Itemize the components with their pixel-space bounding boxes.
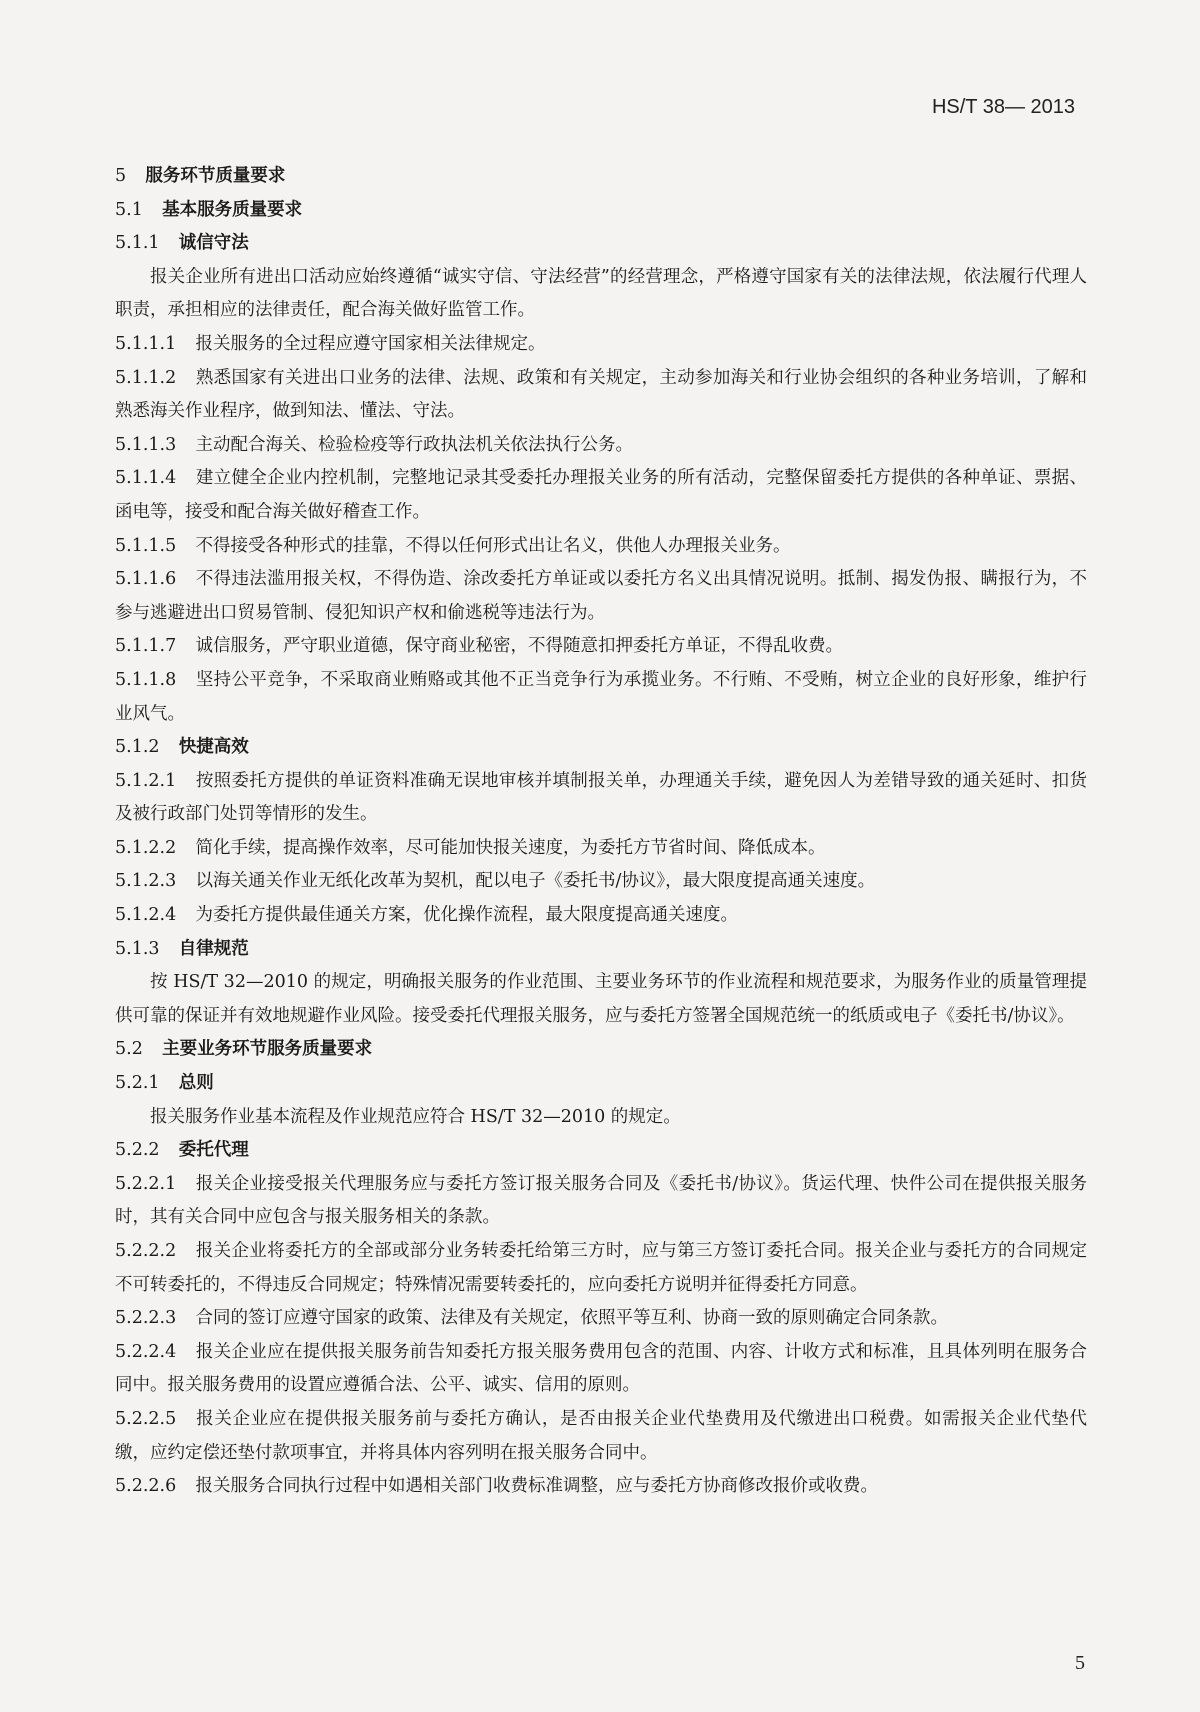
paragraph-5-1-3-intro: 按 HS/T 32—2010 的规定，明确报关服务的作业范围、主要业务环节的作业流程和规范要求，为服务作业的质量管理提供可靠的保证并有效地规避作业风险。接受委托代理报关服务，应与委托方签署全国规范统一的纸质或电子《委托书/协议》。 xyxy=(115,972,1087,1026)
standard-code: HS/T 38— 2013 xyxy=(931,96,1075,118)
heading-section-5-1-1: 5.1.1 诚信守法 xyxy=(115,233,249,254)
heading-section-5-2-1: 5.2.1 总则 xyxy=(115,1073,214,1094)
clause-5-2-2-2: 5.2.2.2 报关企业将委托方的全部或部分业务转委托给第三方时，应与第三方签订委托合同。报关企业与委托方的合同规定不可转委托的，不得违反合同规定；特殊情况需要转委托的，应向委托方说明并征得委托方同意。 xyxy=(115,1241,1087,1295)
clause-5-2-2-4: 5.2.2.4 报关企业应在提供报关服务前告知委托方报关服务费用包含的范围、内容、计收方式和标准，且具体列明在服务合同中。报关服务费用的设置应遵循合法、公平、诚实、信用的原则。 xyxy=(115,1341,1087,1396)
heading-section-5: 5 服务环节质量要求 xyxy=(115,166,286,186)
clause-5-1-1-1: 5.1.1.1 报关服务的全过程应遵守国家相关法律规定。 xyxy=(115,333,546,354)
heading-section-5-1-2: 5.1.2 快捷高效 xyxy=(115,737,249,758)
clause-5-1-1-6: 5.1.1.6 不得违法滥用报关权，不得伪造、涂改委托方单证或以委托方名义出具情况说明。抵制、揭发伪报、瞒报行为，不参与逃避进出口贸易管制、侵犯知识产权和偷逃税等违法行为。 xyxy=(115,569,1087,623)
clause-5-2-2-5: 5.2.2.5 报关企业应在提供报关服务前与委托方确认，是否由报关企业代垫费用及代缴进出口税费。如需报关企业代垫代缴，应约定偿还垫付款项事宜，并将具体内容列明在报关服务合同中。 xyxy=(115,1408,1087,1463)
clause-5-1-1-7: 5.1.1.7 诚信服务，严守职业道德，保守商业秘密，不得随意扣押委托方单证，不得乱收费。 xyxy=(115,636,843,657)
heading-section-5-2: 5.2 主要业务环节服务质量要求 xyxy=(115,1039,373,1060)
clause-5-1-2-2: 5.1.2.2 简化手续，提高操作效率，尽可能加快报关速度，为委托方节省时间、降低成本。 xyxy=(115,837,826,858)
heading-section-5-2-2: 5.2.2 委托代理 xyxy=(115,1140,249,1161)
clause-5-2-2-3: 5.2.2.3 合同的签订应遵守国家的政策、法律及有关规定，依照平等互利、协商一致的原则确定合同条款。 xyxy=(115,1308,948,1329)
clause-5-2-2-6: 5.2.2.6 报关服务合同执行过程中如遇相关部门收费标准调整，应与委托方协商修改报价或收费。 xyxy=(115,1476,878,1497)
clause-5-1-1-8: 5.1.1.8 坚持公平竞争，不采取商业贿赂或其他不正当竞争行为承揽业务。不行贿、不受贿，树立企业的良好形象，维护行业风气。 xyxy=(115,669,1087,724)
clause-5-1-2-4: 5.1.2.4 为委托方提供最佳通关方案，优化操作流程，最大限度提高通关速度。 xyxy=(115,905,738,926)
heading-section-5-1-3: 5.1.3 自律规范 xyxy=(115,938,249,959)
paragraph-5-2-1-intro: 报关服务作业基本流程及作业规范应符合 HS/T 32—2010 的规定。 xyxy=(150,1106,681,1127)
clause-5-1-1-2: 5.1.1.2 熟悉国家有关进出口业务的法律、法规、政策和有关规定，主动参加海关和行业协会组织的各种业务培训，了解和熟悉海关作业程序，做到知法、懂法、守法。 xyxy=(115,367,1087,422)
clause-5-1-1-3: 5.1.1.3 主动配合海关、检验检疫等行政执法机关依法执行公务。 xyxy=(115,434,633,455)
clause-5-2-2-1: 5.2.2.1 报关企业接受报关代理服务应与委托方签订报关服务合同及《委托书/协议》。货运代理、快件公司在提供报关服务时，其有关合同中应包含与报关服务相关的条款。 xyxy=(115,1173,1087,1228)
clause-5-1-1-4: 5.1.1.4 建立健全企业内控机制，完整地记录其受委托办理报关业务的所有活动，完整保留委托方提供的各种单证、票据、函电等，接受和配合海关做好稽查工作。 xyxy=(115,468,1087,522)
clause-5-1-2-1: 5.1.2.1 按照委托方提供的单证资料准确无误地审核并填制报关单，办理通关手续，避免因人为差错导致的通关延时、扣货及被行政部门处罚等情形的发生。 xyxy=(115,770,1087,825)
clause-5-1-1-5: 5.1.1.5 不得接受各种形式的挂靠，不得以任何形式出让名义，供他人办理报关业务。 xyxy=(115,535,791,556)
heading-section-5-1: 5.1 基本服务质量要求 xyxy=(115,199,303,220)
paragraph-5-1-1-intro: 报关企业所有进出口活动应始终遵循“诚实守信、守法经营”的经营理念，严格遵守国家有关的法律法规，依法履行代理人职责，承担相应的法律责任，配合海关做好监管工作。 xyxy=(115,266,1087,321)
page-number: 5 xyxy=(1075,1652,1085,1674)
document-body xyxy=(115,160,1087,1504)
clause-5-1-2-3: 5.1.2.3 以海关通关作业无纸化改革为契机，配以电子《委托书/协议》，最大限度提高通关速度。 xyxy=(115,871,876,892)
